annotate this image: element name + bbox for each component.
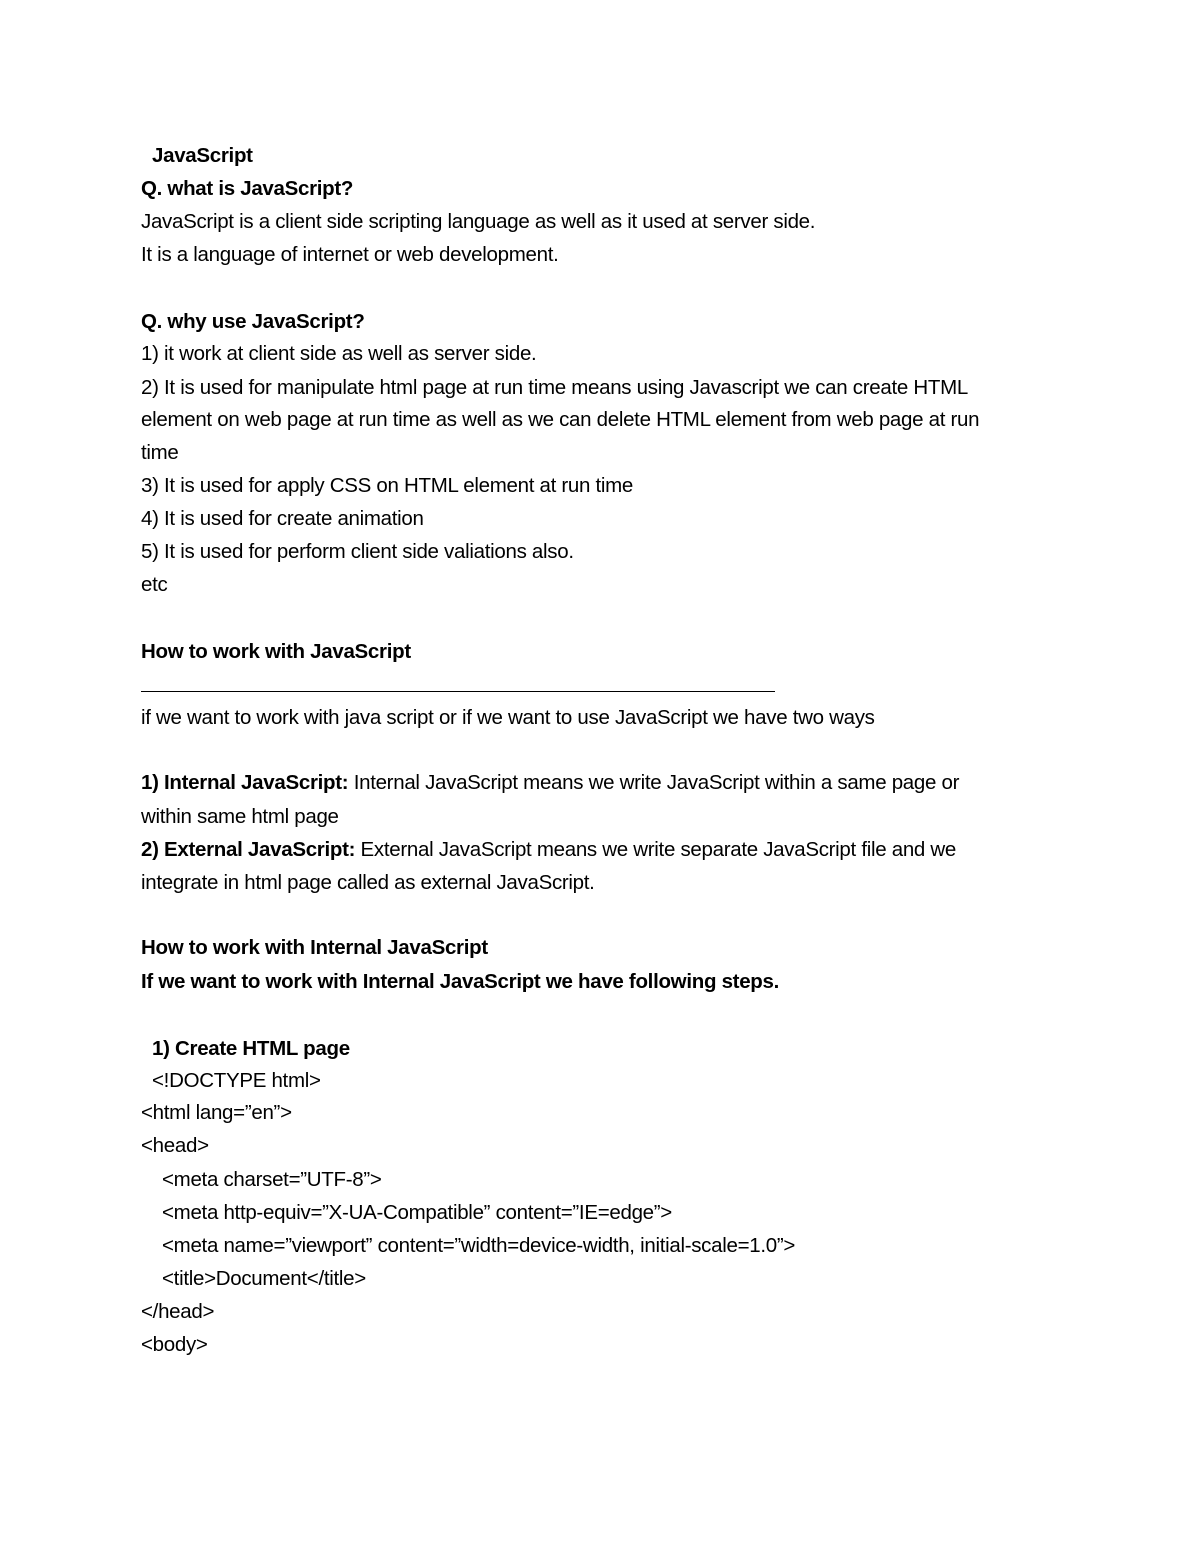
reason-5: 5) It is used for perform client side valiations also. — [141, 540, 574, 563]
internal-javascript-line-1 — [141, 769, 959, 797]
question-what-is-javascript: Q. what is JavaScript? — [141, 177, 354, 200]
internal-steps-intro: If we want to work with Internal JavaScript we have following steps. — [141, 970, 780, 993]
internal-javascript-text: Internal JavaScript means we write JavaScript within a same page or — [348, 771, 960, 794]
reason-2-line-2: element on web page at run time as well as we can delete HTML element from web page at run — [141, 408, 980, 431]
reasons-etc: etc — [141, 573, 168, 596]
reason-2-line-1: 2) It is used for manipulate html page at run time means using Javascript we can create HTML — [141, 376, 968, 399]
code-line: <body> — [141, 1333, 208, 1356]
section-heading-how-to-work: How to work with JavaScript — [141, 640, 411, 663]
external-javascript-text: External JavaScript means we write separate JavaScript file and we — [355, 838, 957, 861]
code-line: <meta charset=”UTF-8”> — [162, 1168, 382, 1191]
external-javascript-line-1 — [141, 836, 956, 864]
reason-4: 4) It is used for create animation — [141, 507, 424, 530]
code-line: <meta http-equiv=”X-UA-Compatible” content=”IE=edge”> — [162, 1201, 672, 1224]
document-title: JavaScript — [152, 144, 253, 167]
internal-javascript-label: 1) Internal JavaScript: — [141, 771, 349, 794]
reason-2-line-3: time — [141, 441, 179, 464]
section-heading-internal-javascript: How to work with Internal JavaScript — [141, 936, 488, 959]
question-why-use-javascript: Q. why use JavaScript? — [141, 310, 365, 333]
answer-line-2: It is a language of internet or web development. — [141, 243, 559, 266]
reason-3: 3) It is used for apply CSS on HTML element at run time — [141, 474, 634, 497]
answer-line-1: JavaScript is a client side scripting language as well as it used at server side. — [141, 210, 816, 233]
external-javascript-label: 2) External JavaScript: — [141, 838, 356, 861]
code-line: </head> — [141, 1300, 215, 1323]
code-line: <meta name=”viewport” content=”width=device-width, initial-scale=1.0”> — [162, 1234, 796, 1257]
horizontal-rule — [141, 691, 775, 692]
code-line: <!DOCTYPE html> — [152, 1069, 321, 1092]
code-line: <title>Document</title> — [162, 1267, 366, 1290]
code-line: <head> — [141, 1134, 209, 1157]
external-javascript-line-2: integrate in html page called as external JavaScript. — [141, 871, 595, 894]
reason-1: 1) it work at client side as well as server side. — [141, 342, 537, 365]
code-line: <html lang=”en”> — [141, 1101, 292, 1124]
internal-javascript-line-2: within same html page — [141, 805, 339, 828]
step-1-heading: 1) Create HTML page — [152, 1037, 350, 1060]
ways-intro: if we want to work with java script or if we want to use JavaScript we have two ways — [141, 706, 875, 729]
